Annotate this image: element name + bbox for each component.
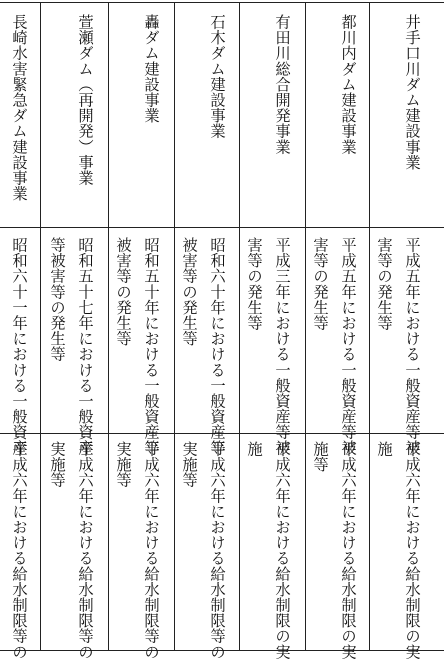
column-divider [108,2,109,650]
damage-line: 平成三年における一般資産等被 [273,237,291,456]
damage-line: 害等の発生等 [375,237,393,331]
column-divider [239,2,240,650]
restriction-line: 平成六年における給水制限等の [208,441,226,659]
restriction-line: 施 [245,441,263,457]
restriction-line: 平成六年における給水制限の実 [403,441,421,659]
damage-line: 被害等の発生等 [114,237,132,347]
column-divider [174,2,175,650]
header-body-rule-1 [0,227,444,228]
project-name: 萱瀬ダム（再開発）事業 [76,14,94,186]
project-name: 轟ダム建設事業 [142,14,160,124]
damage-line: 被害等の発生等 [180,237,198,347]
project-name: 都川内ダム建設事業 [339,14,357,155]
project-name: 石木ダム建設事業 [208,14,226,139]
restriction-line: 実施等 [180,441,198,488]
column-divider [305,2,306,650]
damage-line: 害等の発生等 [245,237,263,331]
restriction-line: 実施等 [114,441,132,488]
project-name: 有田川総合開発事業 [273,14,291,155]
project-name: 井手口川ダム建設事業 [403,14,421,170]
column-divider [369,2,370,650]
restriction-line: 平成六年における給水制限等の [10,441,28,659]
damage-line: 昭和六十年における一般資産等 [208,237,226,456]
table-top-rule [0,2,444,3]
damage-line: 平成五年における一般資産等被 [339,237,357,456]
damage-line: 害等の発生等 [311,237,329,331]
restriction-line: 平成六年における給水制限の実 [273,441,291,659]
project-name: 長崎水害緊急ダム建設事業 [10,14,28,202]
restriction-line: 平成六年における給水制限の実 [339,441,357,659]
restriction-line: 施 [375,441,393,457]
damage-line: 平成五年における一般資産等被 [403,237,421,456]
column-divider [40,2,41,650]
restriction-line: 実施等 [48,441,66,488]
damage-line: 昭和六十一年における一般資産 [10,237,28,456]
restriction-line: 施等 [311,441,329,473]
damage-line: 昭和五十年における一般資産等 [142,237,160,456]
damage-line: 等被害等の発生等 [48,237,66,362]
damage-line: 昭和五十七年における一般資産 [76,237,94,456]
restriction-line: 平成六年における給水制限等の [142,441,160,659]
restriction-line: 平成六年における給水制限等の [76,441,94,659]
